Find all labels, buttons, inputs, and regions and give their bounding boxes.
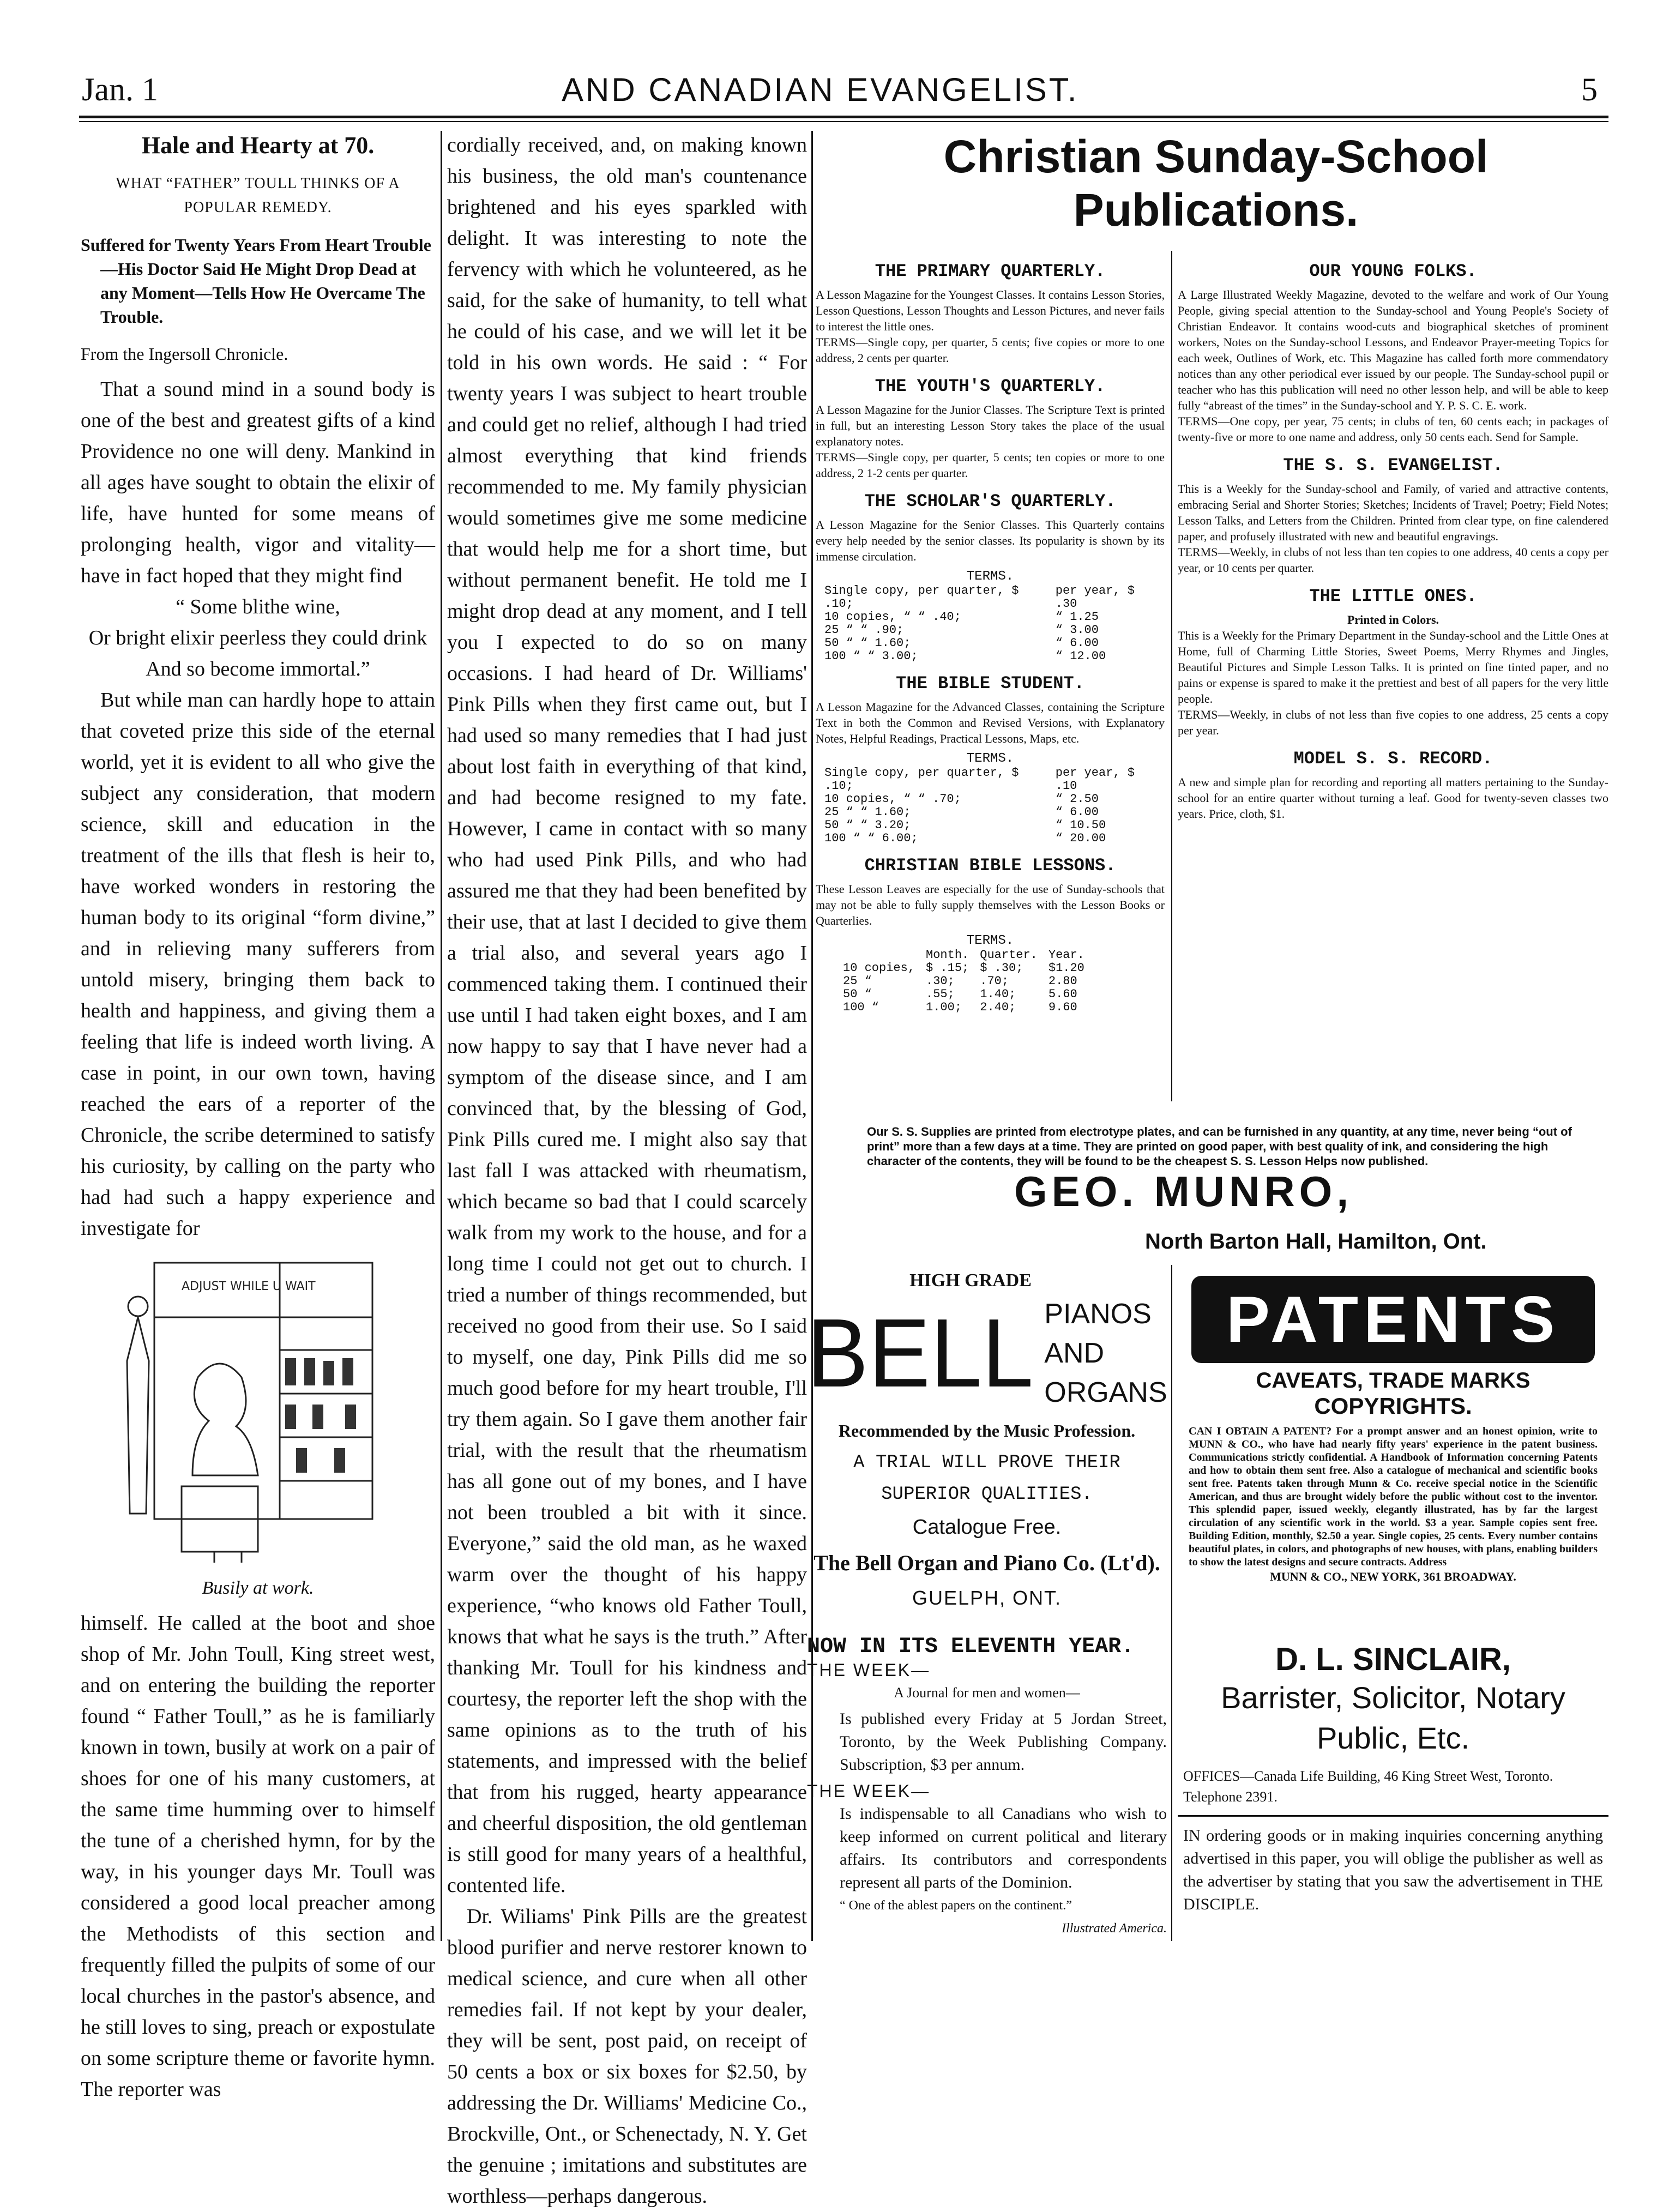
price-table [837,949,1090,1014]
table-header: Year. [1048,948,1084,962]
table-row [819,806,1165,819]
table-row [819,819,1165,832]
table-cell: 1.40; [980,987,1016,1001]
table-cell: 100 “ [843,1000,879,1014]
article-paragraph: himself. He called at the boot and shoe shop of Mr. John Toull, King street west, and on entering the building the reporter found “ Father Toull,” as he is familiarly known in town, busily at work on a pair of shoes for one of his many customers, at the same time humming over to himself the tune of a cherished hymn, for by the way, in his younger days Mr. Toull was considered a good local preacher among the Methodists of this section and frequently filled the pulpits of some of our local churches in the pastor's absence, and he still loves to sing, preach or expostulate on some scripture theme or favorite hymn. The reporter was [81,1612,435,2101]
pub-terms: TERMS—Single copy, per quarter, 5 cents; ten copies or more to one address, 2 1-2 cents per quarter. [816,450,1165,480]
supplies-note: Our S. S. Supplies are printed from electrotype plates, and can be furnished in any quantity, at any time, never being “out of print” more than a few days at a time. They are printed on good paper, with best quality of ink, and considering the high character of the contents, they will be found to be the cheapest S. S. Lesson Helps now published. [867,1125,1572,1168]
sinclair-offices: OFFICES—Canada Life Building, 46 King Street West, Toronto. Telephone 2391. [1183,1768,1553,1805]
shoemaker-drawing [116,1252,400,1568]
table-row [819,832,1165,845]
table-cell: 10 copies, “ “ .70; [824,792,961,806]
pub-description: These Lesson Leaves are especially for the use of Sunday-schools that may not be able to fully supply themselves with the Lesson Books or Quarterlies. [816,882,1165,927]
table-header-row [837,949,1090,962]
pub-heading: THE PRIMARY QUARTERLY. [875,261,1106,281]
table-cell: “ 10.50 [1055,818,1106,832]
pub-description: A Large Illustrated Weekly Magazine, devoted to the welfare and work of Our Young People, giving special attention to the Sunday-school and Young People's Society of Christian Endeavor. It contains wood-cuts and biographical sketches of prominent workers, Notes on the Sunday-school Lessons, and Endeavor Prayer-meeting Topics for each week, Outlines of Work, etc. This Magazine has called forth more commendatory notices than any other periodical ever issued by our people. The Sunday-school pupil or teacher who has this publication will need no other lesson help, and will be able to keep fully “abreast of the times” in the Sunday-school and Y. P. S. C. E. work. [1178,288,1608,412]
table-cell: Single copy, per quarter, $ .10; [824,766,1019,793]
bell-trial: A TRIAL WILL PROVE THEIR SUPERIOR QUALITIES. [853,1452,1120,1505]
article-paragraph: Dr. Wiliams' Pink Pills are the greatest blood purifier and nerve restorer known to medical science, and cure when all other remedies fail. If not kept by your dealer, they will be sent, post paid, on receipt of 50 cents a box or six boxes for $2.50, by addressing the Dr. Williams' Medicine Co., Brockville, Ont., or Schenectady, N. Y. Get the genuine ; imitations and substitutes are worthless—perhaps dangerous. [447,1905,807,2208]
week-quote-source: Illustrated America. [1062,1921,1167,1936]
pub-description: A Lesson Magazine for the Advanced Classes, containing the Scripture Text in both the Common and Revised Versions, with Explanatory Notes, Helpful Readings, Practical Lessons, Maps, etc. [816,700,1165,745]
table-cell: $1.20 [1048,961,1084,975]
pub-heading: THE BIBLE STUDENT. [896,673,1084,694]
article-column-2 [447,130,807,2212]
table-cell: 2.80 [1048,974,1077,988]
table-row [819,637,1165,650]
table-cell: 1.00; [926,1000,962,1014]
pub-heading: OUR YOUNG FOLKS. [1309,261,1477,281]
table-cell: 5.60 [1048,987,1077,1001]
terms-label: TERMS. [966,751,1014,766]
article-paragraph: But while man can hardly hope to attain that coveted prize this side of the eternal world, yet it is evident to all who give the subject any consideration, that modern science, skill and education in the treatment of the ills that flesh is heir to, have worked wonders in restoring the human body to its original “form divine,” and in relieving many sufferers from untold misery, bringing them back to health and happiness, and giving them a feeling that life is indeed worth living. A case in point, in our own town, having reached the ears of a reporter of the Chronicle, the scribe determined to satisfy his curiosity, by calling on the party who had had such a happy experience and investigate for [81,689,435,1240]
table-cell: “ 12.00 [1055,649,1106,663]
article-subhead: WHAT “FATHER” TOULL THINKS OF A POPULAR REMEDY. [116,175,400,216]
pub-heading: THE SCHOLAR'S QUARTERLY. [864,491,1116,511]
publisher-name: GEO. MUNRO, [1014,1167,1353,1215]
pub-description: This is a Weekly for the Primary Department in the Sunday-school and the Little Ones at Home, full of Charming Little Stories, Sweet Poems, Merry Rhymes and Jingles, Beautiful Pictures and Simple Lesson Talks. It is printed on fine tinted paper, and no pains or expense is spared to make it the prettiest and best of all papers for the very little people. [1178,629,1608,706]
table-cell: 25 “ “ .90; [824,623,904,637]
week-headline: NOW IN ITS ELEVENTH YEAR. [807,1635,1135,1659]
table-row [819,584,1165,611]
table-cell: per year, $ .30 [1055,584,1135,611]
bell-catalogue: Catalogue Free. [912,1516,1062,1539]
pub-terms: TERMS—Weekly, in clubs of not less than five copies to one address, 25 cents a copy per year. [1178,708,1608,737]
pub-heading: THE S. S. EVANGELIST. [1283,455,1503,475]
poem-line: “ Some blithe wine, [176,595,340,618]
publications-left-column [816,251,1165,1014]
page-date: Jan. 1 [82,71,158,107]
patents-banner: PATENTS [1191,1276,1595,1363]
bell-line-organs: AND ORGANS [1044,1337,1167,1408]
week-tagline: A Journal for men and women— [894,1685,1080,1701]
table-cell: 50 “ “ 3.20; [824,818,911,832]
table-row [819,767,1165,793]
bell-brand: BELL [806,1299,1034,1408]
publications-right-column [1178,251,1608,822]
pub-description: This is a Weekly for the Sunday-school and Family, of varied and attractive contents, embracing Serial and Shorter Stories; Sketches; Incidents of Travel; Poetry; Field Notes; Lesson Talks, and Letters from the Children. Printed from clear type, on fine calendered paper, and profusely illustrated with new and beautiful engravings. [1178,482,1608,543]
publisher-address: North Barton Hall, Hamilton, Ont. [1145,1229,1487,1253]
bell-city: GUELPH, ONT. [912,1587,1062,1609]
publications-title: Christian Sunday-School Publications. [943,131,1489,236]
header-rule [79,116,1608,118]
table-cell: 10 copies, “ “ .40; [824,610,961,624]
bell-line-pianos: PIANOS [1044,1298,1152,1330]
patents-address: MUNN & CO., NEW YORK, 361 BROADWAY. [1270,1570,1516,1583]
table-cell: 100 “ “ 3.00; [824,649,918,663]
article-source: From the Ingersoll Chronicle. [81,344,288,364]
illustration-sign-text: ADJUST WHILE U WAIT [182,1280,316,1293]
table-cell: “ 1.25 [1055,610,1099,624]
table-cell: 2.40; [980,1000,1016,1014]
column-divider [441,131,442,1941]
table-row [819,624,1165,637]
bell-kicker: HIGH GRADE [909,1270,1032,1291]
table-cell: 50 “ “ 1.60; [824,636,911,650]
week-body: Is indispensable to all Canadians who wish to keep informed on current political and literary affairs. Its contributors and correspondents represent all parts of the Dominion. [840,1805,1167,1891]
pub-subheading: Printed in Colors. [1347,613,1439,626]
week-title: THE WEEK— [807,1781,931,1801]
table-cell: .30; [926,974,955,988]
pub-description: A Lesson Magazine for the Junior Classes. The Scripture Text is printed in full, but an interesting Lesson Story takes the place of the usual explanatory notes. [816,403,1165,448]
table-row [837,988,1090,1001]
table-cell: .55; [926,987,955,1001]
table-cell: 10 copies, [843,961,915,975]
pub-terms: TERMS—One copy, per year, 75 cents; in clubs of ten, 60 cents each; in packages of twenty-five or more to one name and address, only 50 cents each. Send for Sample. [1178,414,1608,444]
table-row [837,1001,1090,1014]
table-cell: “ 20.00 [1055,831,1106,845]
sinclair-rule [1178,1815,1608,1817]
table-cell: $ .30; [980,961,1023,975]
poem-line: Or bright elixir peerless they could drink [88,626,427,649]
table-header: Month. [926,948,969,962]
table-cell: “ 6.00 [1055,636,1099,650]
price-table [819,767,1165,845]
poem-line: And so become immortal.” [146,658,370,680]
week-quote: “ One of the ablest papers on the continent.” [840,1898,1072,1913]
patents-sub2: COPYRIGHTS. [1314,1393,1472,1419]
pub-heading: CHRISTIAN BIBLE LESSONS. [864,855,1116,876]
table-cell: 25 “ [843,974,872,988]
ad-divider [1171,1265,1172,1941]
masthead-title: AND CANADIAN EVANGELIST. [562,71,1079,108]
table-row [837,975,1090,988]
pub-description: A Lesson Magazine for the Youngest Classes. It contains Lesson Stories, Lesson Questions, Lesson Thoughts and Lesson Pictures, and never fails to interest the little ones. [816,288,1165,333]
table-cell: $ .15; [926,961,969,975]
table-header [837,949,920,962]
table-cell: per year, $ .10 [1055,766,1135,793]
article-headline: Hale and Hearty at 70. [141,132,375,159]
pub-terms: TERMS—Weekly, in clubs of not less than ten copies to one address, 40 cents a copy per year, or 10 cents per quarter. [1178,545,1608,575]
table-cell: 9.60 [1048,1000,1077,1014]
publications-divider [1171,251,1172,1101]
header-rule-thin [79,121,1608,122]
pub-terms: TERMS—Single copy, per quarter, 5 cents; five copies or more to one address, 2 cents per quarter. [816,335,1165,365]
article-paragraph: That a sound mind in a sound body is one of the best and greatest gifts of a kind Providence no one will deny. Mankind in all ages have sought to obtain the elixir of life, have hunted for some means of prolonging health, vigor and vitality—have in fact hoped that they might find [81,378,435,587]
table-cell: “ 2.50 [1055,792,1099,806]
pub-description: A new and simple plan for recording and reporting all matters pertaining to the Sunday-school for an entire quarter without turning a leaf. Good for twenty-seven classes two years. Price, cloth, $1. [1178,775,1608,821]
article-column-1 [81,130,435,2105]
illustration-caption: Busily at work. [202,1578,314,1598]
the-week-ad [807,1636,1167,1940]
table-row [819,650,1165,663]
page-number: 5 [1581,71,1598,107]
bell-piano-ad [806,1270,1167,1610]
pub-heading: MODEL S. S. RECORD. [1293,749,1493,769]
table-header: Quarter. [980,948,1038,962]
article-deck: Suffered for Twenty Years From Heart Trouble—His Doctor Said He Might Drop Dead at any Moment—Tells How He Overcame The Trouble. [81,235,431,327]
pub-heading: THE LITTLE ONES. [1309,586,1477,606]
table-cell: 50 “ [843,987,872,1001]
patents-sub1: CAVEATS, TRADE MARKS [1256,1369,1531,1393]
patents-body: CAN I OBTAIN A PATENT? For a prompt answer and an honest opinion, write to MUNN & CO., who have had nearly fifty years' experience in the patent business. Communications strictly confidential. A Handbook of Information concerning Patents and how to obtain them sent free. Also a catalogue of mechanical and scientific books sent free. Patents taken through Munn & Co. receive special notice in the Scientific American, and thus are brought widely before the public without cost to the inventor. This splendid paper, issued weekly, elegantly illustrated, has by far the largest circulation of any scientific work in the world. $3 a year. Sample copies sent free. Building Edition, monthly, $2.50 a year. Single copies, 25 cents. Every number contains beautiful plates, in colors, and photographs of new houses, with plans, enabling builders to show the latest designs and secure contracts. Address [1189,1425,1598,1568]
table-cell: Single copy, per quarter, $ .10; [824,584,1019,611]
bell-company: The Bell Organ and Piano Co. (Lt'd). [814,1551,1160,1575]
table-cell: 25 “ “ 1.60; [824,805,911,819]
article-paragraph: cordially received, and, on making known his business, the old man's countenance brightened and his eyes sparkled with delight. It was interesting to note the fervency with which he volunteered, as he said, for the sake of humanity, to tell what he could of his case, and we will let it be told in his own words. He said : “ For twenty years I was subject to heart trouble and could get no relief, although I had tried almost everything that kind friends recommended to me. My family physician would sometimes give me some medicine that would help me for a short time, but without permanent benefit. He told me I might drop dead at any moment, and I tell you I expected to do so on many occasions. I had heard of Dr. Williams' Pink Pills when they first came out, but I had used so many remedies that I had just about lost faith in everything of that kind, and had become resigned to my fate. However, I came in contact with so many who had used Pink Pills, and who had assured me that they had been benefited by their use, that at last I decided to give them a trial also, and several years ago I commenced taking them. I continued their use until I had taken eight boxes, and I am now happy to say that I have never had a symptom of the disease since, and I am convinced that, by the blessing of God, Pink Pills cured me. I might also say that last fall I was attacked with rheumatism, which became so bad that I could scarcely walk from my work to the house, and for a long time I could not get out to church. I tried a number of things recommended, but received no good from their use. So I said to myself, one day, Pink Pills did me so much good before for my heart trouble, I'll try them again. So I gave them another fair trial, with the result that the rheumatism has all gone out of my bones, and I have not been troubled a bit with it since. Everyone,” said the old man, as he waxed warm over the thought of his happy experience, “who knows old Father Toull, knows that what he says is the truth.” After thanking Mr. Toull for his kindness and courtesy, the reporter left the shop with the same opinions as to the truth of his statements, and impressed with the belief that from his rugged, hearty appearance and cheerful disposition, the old gentleman is still good for many years of a healthful, contented life. [447,134,807,1897]
terms-label: TERMS. [966,569,1014,584]
table-row [837,962,1090,975]
table-cell: “ 3.00 [1055,623,1099,637]
bell-recommended: Recommended by the Music Profession. [838,1421,1136,1440]
sinclair-title: Barrister, Solicitor, Notary Public, Etc. [1221,1680,1565,1755]
week-title: THE WEEK— [807,1660,931,1680]
advertiser-notice: IN ordering goods or in making inquiries concerning anything advertised in this paper, you will oblige the publisher as well as the advertiser by stating that you saw the advertisement in THE DISCIPLE. [1183,1827,1603,1913]
publications-header [823,130,1608,253]
table-cell: .70; [980,974,1009,988]
pub-description: A Lesson Magazine for the Senior Classes. This Quarterly contains every help needed by the senior classes. Its popularity is shown by its immense circulation. [816,518,1165,563]
terms-label: TERMS. [966,933,1014,948]
price-table [819,584,1165,663]
table-row [819,793,1165,806]
sinclair-ad [1178,1641,1608,1916]
shoemaker-illustration [116,1252,400,1568]
pub-heading: THE YOUTH'S QUARTERLY. [875,376,1106,396]
week-body: Is published every Friday at 5 Jordan Street, Toronto, by the Week Publishing Company. Subscription, $3 per annum. [840,1710,1167,1774]
table-cell: 100 “ “ 6.00; [824,831,918,845]
table-cell: “ 6.00 [1055,805,1099,819]
sinclair-name: D. L. SINCLAIR, [1275,1642,1511,1677]
table-row [819,611,1165,624]
patents-ad [1178,1276,1608,1584]
